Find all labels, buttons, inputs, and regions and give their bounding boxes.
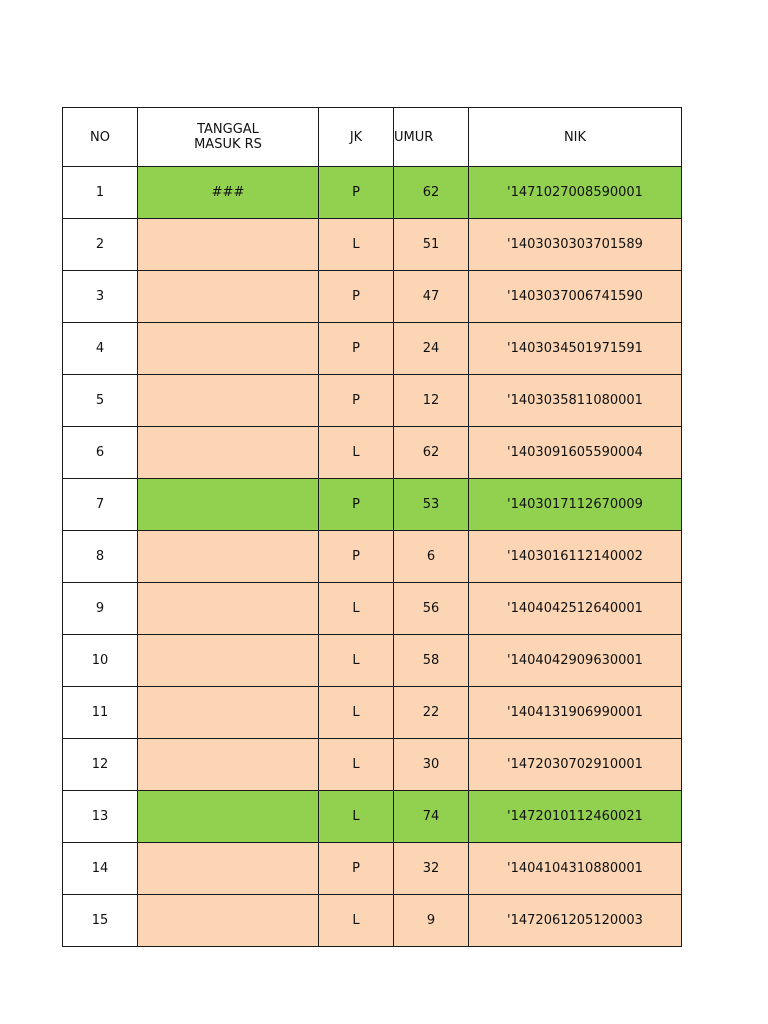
table-row xyxy=(63,219,682,271)
table-row xyxy=(63,375,682,427)
cell-tanggal-masuk-rs[interactable] xyxy=(138,479,319,531)
cell-nik[interactable]: '1403017112670009 xyxy=(469,479,682,531)
cell-jk[interactable]: P xyxy=(319,843,394,895)
cell-umur[interactable]: 32 xyxy=(394,843,469,895)
cell-no[interactable]: 6 xyxy=(63,427,138,479)
cell-tanggal-masuk-rs[interactable] xyxy=(138,427,319,479)
cell-nik[interactable]: '1403030303701589 xyxy=(469,219,682,271)
cell-tanggal-masuk-rs[interactable] xyxy=(138,531,319,583)
cell-no[interactable]: 11 xyxy=(63,687,138,739)
cell-jk[interactable]: P xyxy=(319,479,394,531)
cell-no[interactable]: 1 xyxy=(63,167,138,219)
cell-jk[interactable]: L xyxy=(319,635,394,687)
cell-tanggal-masuk-rs[interactable] xyxy=(138,739,319,791)
cell-jk[interactable]: L xyxy=(319,791,394,843)
cell-no[interactable]: 13 xyxy=(63,791,138,843)
cell-umur[interactable]: 30 xyxy=(394,739,469,791)
cell-no[interactable]: 8 xyxy=(63,531,138,583)
cell-jk[interactable]: L xyxy=(319,583,394,635)
cell-jk[interactable]: L xyxy=(319,687,394,739)
cell-umur[interactable]: 53 xyxy=(394,479,469,531)
cell-tanggal-masuk-rs[interactable] xyxy=(138,843,319,895)
header-tanggal-line2: MASUK RS xyxy=(194,137,262,152)
table-row xyxy=(63,583,682,635)
cell-nik[interactable]: '1404104310880001 xyxy=(469,843,682,895)
cell-no[interactable]: 15 xyxy=(63,895,138,947)
cell-umur[interactable]: 51 xyxy=(394,219,469,271)
header-no[interactable]: NO xyxy=(63,108,138,167)
cell-umur[interactable]: 24 xyxy=(394,323,469,375)
cell-tanggal-masuk-rs[interactable] xyxy=(138,687,319,739)
cell-umur[interactable]: 6 xyxy=(394,531,469,583)
cell-umur[interactable]: 22 xyxy=(394,687,469,739)
cell-no[interactable]: 7 xyxy=(63,479,138,531)
cell-umur[interactable]: 47 xyxy=(394,271,469,323)
table-row xyxy=(63,427,682,479)
cell-nik[interactable]: '1404131906990001 xyxy=(469,687,682,739)
header-umur[interactable]: UMUR xyxy=(394,108,469,167)
cell-jk[interactable]: P xyxy=(319,375,394,427)
cell-nik[interactable]: '1472061205120003 xyxy=(469,895,682,947)
table-row xyxy=(63,895,682,947)
header-jk[interactable]: JK xyxy=(319,108,394,167)
cell-tanggal-masuk-rs[interactable] xyxy=(138,895,319,947)
cell-jk[interactable]: L xyxy=(319,739,394,791)
cell-jk[interactable]: P xyxy=(319,323,394,375)
cell-no[interactable]: 2 xyxy=(63,219,138,271)
table-body xyxy=(63,167,682,947)
cell-umur[interactable]: 58 xyxy=(394,635,469,687)
cell-tanggal-masuk-rs[interactable] xyxy=(138,323,319,375)
cell-tanggal-masuk-rs[interactable] xyxy=(138,219,319,271)
header-tanggal-line1: TANGGAL xyxy=(197,122,259,137)
cell-jk[interactable]: P xyxy=(319,167,394,219)
table-row xyxy=(63,271,682,323)
cell-umur[interactable]: 9 xyxy=(394,895,469,947)
cell-nik[interactable]: '1403016112140002 xyxy=(469,531,682,583)
cell-tanggal-masuk-rs[interactable] xyxy=(138,375,319,427)
cell-umur[interactable]: 62 xyxy=(394,167,469,219)
header-tanggal-masuk-rs[interactable] xyxy=(138,108,319,167)
cell-nik[interactable]: '1404042512640001 xyxy=(469,583,682,635)
cell-tanggal-masuk-rs[interactable] xyxy=(138,583,319,635)
table-row xyxy=(63,843,682,895)
cell-nik[interactable]: '1404042909630001 xyxy=(469,635,682,687)
cell-tanggal-masuk-rs[interactable] xyxy=(138,635,319,687)
table-row xyxy=(63,791,682,843)
cell-no[interactable]: 3 xyxy=(63,271,138,323)
table-row xyxy=(63,739,682,791)
cell-umur[interactable]: 62 xyxy=(394,427,469,479)
cell-no[interactable]: 14 xyxy=(63,843,138,895)
cell-jk[interactable]: L xyxy=(319,427,394,479)
table-row xyxy=(63,479,682,531)
header-nik[interactable]: NIK xyxy=(469,108,682,167)
header-row xyxy=(63,108,682,167)
cell-no[interactable]: 5 xyxy=(63,375,138,427)
cell-nik[interactable]: '1403035811080001 xyxy=(469,375,682,427)
cell-no[interactable]: 4 xyxy=(63,323,138,375)
table-row xyxy=(63,635,682,687)
cell-jk[interactable]: L xyxy=(319,895,394,947)
cell-nik[interactable]: '1403034501971591 xyxy=(469,323,682,375)
table-row xyxy=(63,167,682,219)
cell-umur[interactable]: 12 xyxy=(394,375,469,427)
cell-jk[interactable]: L xyxy=(319,219,394,271)
cell-tanggal-masuk-rs[interactable]: ### xyxy=(138,167,319,219)
cell-tanggal-masuk-rs[interactable] xyxy=(138,271,319,323)
cell-jk[interactable]: P xyxy=(319,271,394,323)
cell-tanggal-masuk-rs[interactable] xyxy=(138,791,319,843)
cell-nik[interactable]: '1471027008590001 xyxy=(469,167,682,219)
cell-nik[interactable]: '1403091605590004 xyxy=(469,427,682,479)
cell-no[interactable]: 9 xyxy=(63,583,138,635)
cell-nik[interactable]: '1472010112460021 xyxy=(469,791,682,843)
table-row xyxy=(63,323,682,375)
cell-no[interactable]: 12 xyxy=(63,739,138,791)
cell-nik[interactable]: '1472030702910001 xyxy=(469,739,682,791)
table-row xyxy=(63,687,682,739)
patient-table xyxy=(62,107,682,947)
cell-nik[interactable]: '1403037006741590 xyxy=(469,271,682,323)
cell-umur[interactable]: 56 xyxy=(394,583,469,635)
cell-umur[interactable]: 74 xyxy=(394,791,469,843)
table-row xyxy=(63,531,682,583)
cell-no[interactable]: 10 xyxy=(63,635,138,687)
cell-jk[interactable]: P xyxy=(319,531,394,583)
